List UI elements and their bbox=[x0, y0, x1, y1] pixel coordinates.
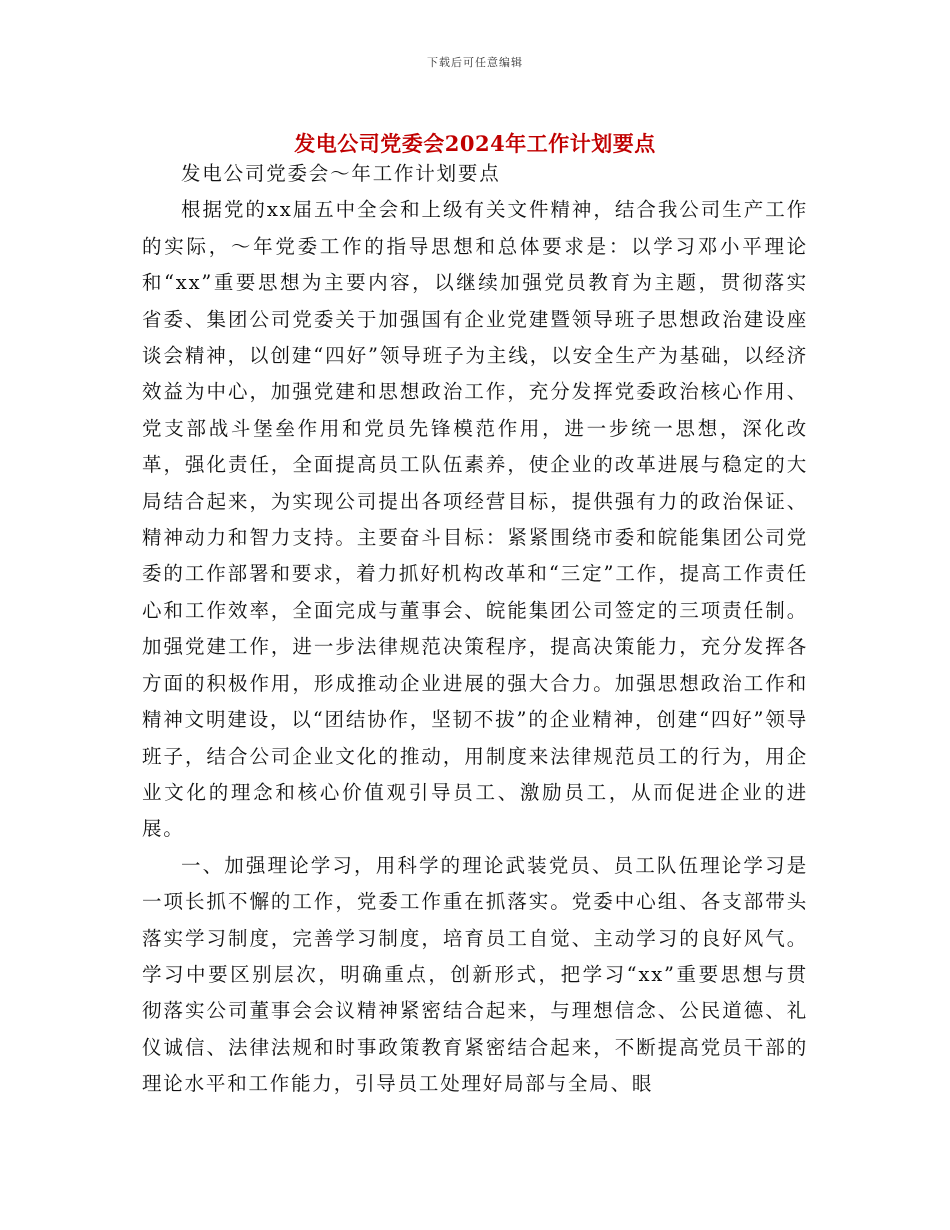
header-note: 下载后可任意编辑 bbox=[427, 56, 523, 69]
document-body bbox=[142, 156, 808, 1103]
paragraph-subtitle: 发电公司党委会～年工作计划要点 bbox=[181, 162, 501, 185]
paragraph-section-one: 一、加强理论学习，用科学的理论武装党员、员工队伍理论学习是一项长抓不懈的工作，党委工作重在抓落实。党委中心组、各支部带头落实学习制度，完善学习制度，培育员工自觉、主动学习的良好风气。学习中要区别层次，明确重点，创新形式，把学习“xx”重要思想与贯彻落实公司董事会会议精神紧密结合起来，与理想信念、公民道德、礼仪诚信、法律法规和时事政策教育紧密结合起来，不断提高党员干部的理论水平和工作能力，引导员工处理好局部与全局、眼 bbox=[142, 853, 808, 1096]
document-title: 发电公司党委会2024年工作计划要点 bbox=[294, 131, 656, 157]
paragraph-guiding-ideology: 根据党的xx届五中全会和上级有关文件精神，结合我公司生产工作的实际，～年党委工作的指导思想和总体要求是：以学习邓小平理论和“xx”重要思想为主要内容，以继续加强党员教育为主题，贯彻落实省委、集团公司党委关于加强国有企业党建暨领导班子思想政治建设座谈会精神，以创建“四好”领导班子为主线，以安全生产为基础，以经济效益为中心，加强党建和思想政治工作，充分发挥党委政治核心作用、党支部战斗堡垒作用和党员先锋模范作用，进一步统一思想，深化改革，强化责任，全面提高员工队伍素养，使企业的改革进展与稳定的大局结合起来，为实现公司提出各项经营目标，提供强有力的政治保证、精神动力和智力支持。主要奋斗目标：紧紧围绕市委和皖能集团公司党委的工作部署和要求，着力抓好机构改革和“三定”工作，提高工作责任心和工作效率，全面完成与董事会、皖能集团公司签定的三项责任制。加强党建工作，进一步法律规范决策程序，提高决策能力，充分发挥各方面的积极作用，形成推动企业进展的强大合力。加强思想政治工作和精神文明建设，以“团结协作，坚韧不拔”的企业精神，创建“四好”领导班子，结合公司企业文化的推动，用制度来法律规范员工的行为，用企业文化的理念和核心价值观引导员工、激励员工，从而促进企业的进展。 bbox=[142, 198, 808, 841]
